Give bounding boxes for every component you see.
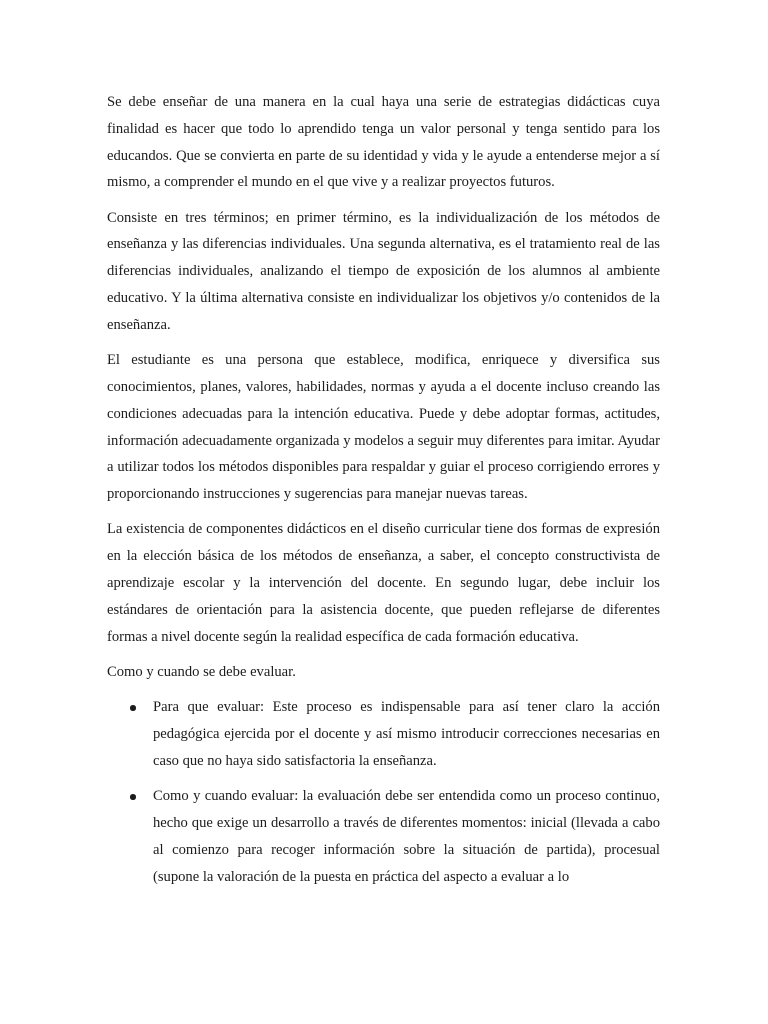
document-page	[107, 89, 660, 899]
bullet-item-1-text: Para que evaluar: Este proceso es indispensable para así tener claro la acción pedagógica ejercida por el docente y así mismo introducir correcciones necesarias en caso que no haya sido satisfactoria la enseñanza.	[153, 699, 660, 769]
paragraph-3: El estudiante es una persona que establece, modifica, enriquece y diversifica sus conocimientos, planes, valores, habilidades, normas y ayuda a el docente incluso creando las condiciones adecuadas para la intención educativa. Puede y debe adoptar formas, actitudes, información adecuadamente organizada y modelos a seguir muy diferentes para imitar. Ayudar a utilizar todos los métodos disponibles para respaldar y guiar el proceso corrigiendo errores y proporcionando instrucciones y sugerencias para manejar nuevas tareas.	[107, 352, 660, 503]
bullet-item-2	[107, 783, 660, 890]
paragraph-2: Consiste en tres términos; en primer término, es la individualización de los métodos de enseñanza y las diferencias individuales. Una segunda alternativa, es el tratamiento real de las diferencias individuales, analizando el tiempo de exposición de los alumnos al ambiente educativo. Y la última alternativa consiste en individualizar los objetivos y/o contenidos de la enseñanza.	[107, 209, 660, 333]
bullet-list	[107, 694, 660, 890]
paragraph-4: La existencia de componentes didácticos en el diseño curricular tiene dos formas de expresión en la elección básica de los métodos de enseñanza, a saber, el concepto constructivista de aprendizaje escolar y la intervención del docente. En segundo lugar, debe incluir los estándares de orientación para la asistencia docente, que pueden reflejarse de diferentes formas a nivel docente según la realidad específica de cada formación educativa.	[107, 521, 660, 645]
bullet-dot-icon	[130, 794, 136, 800]
bullet-item-2-text: Como y cuando evaluar: la evaluación debe ser entendida como un proceso continuo, hecho que exige un desarrollo a través de diferentes momentos: inicial (llevada a cabo al comienzo para recoger información sobre la situación de partida), procesual (supone la valoración de la puesta en práctica del aspecto a evaluar a lo	[153, 788, 660, 885]
paragraph-1: Se debe enseñar de una manera en la cual haya una serie de estrategias didácticas cuya finalidad es hacer que todo lo aprendido tenga un valor personal y tenga sentido para los educandos. Que se convierta en parte de su identidad y vida y le ayude a entenderse mejor a sí mismo, a comprender el mundo en el que vive y a realizar proyectos futuros.	[107, 94, 660, 191]
bullet-dot-icon	[130, 705, 136, 711]
bullet-item-1	[107, 694, 660, 774]
evaluation-heading-line: Como y cuando se debe evaluar.	[107, 663, 296, 680]
